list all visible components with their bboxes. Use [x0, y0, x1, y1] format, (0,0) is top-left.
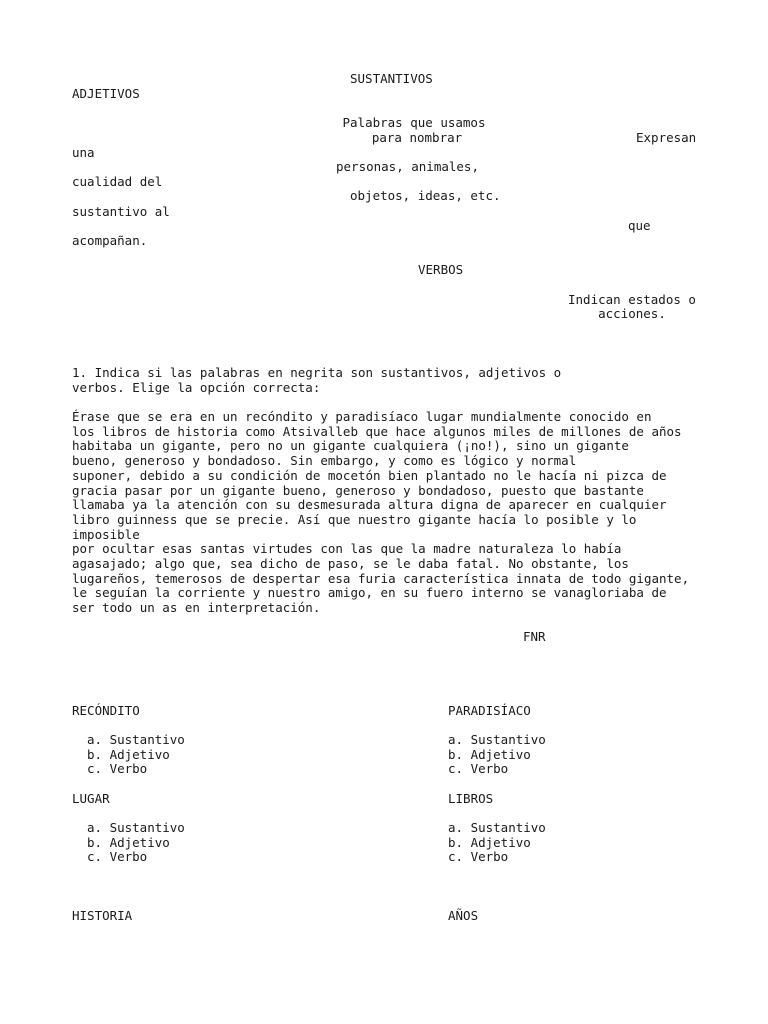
- option-b[interactable]: b. Adjetivo: [87, 834, 170, 850]
- adjetivos-acompanan: acompañan.: [72, 233, 148, 248]
- option-c[interactable]: c. Verbo: [87, 849, 148, 865]
- verbos-desc-line-2: acciones.: [598, 306, 666, 321]
- sustantivos-desc-line-4: objetos, ideas, etc.: [350, 188, 501, 203]
- question-word-recondito: RECÓNDITO: [72, 703, 140, 718]
- adjetivos-title: ADJETIVOS: [72, 86, 140, 101]
- exercise-passage: Érase que se era en un recóndito y paradisíaco lugar mundialmente conocido en los libros de historia como Atsivalleb que hace algunos miles de millones de años habitaba un gigante, pero no un gigante cualquiera (¡no!), sino un gigante bueno, generoso y bondadoso. Sin embargo, y como es lógico y normal suponer, debido a su condición de mocetón bien plantado no le hacía ni pizca de gracia pasar por un gigante bueno, generoso y bondadoso, puesto que bastante llamaba ya la atención con su desmesurada altura digna de aparecer en cualquier libro guinness que se precie. Así que nuestro gigante hacía lo posible y lo imposible por ocultar esas santas virtudes con las que la madre naturaleza lo había agasajado; algo que, sea dicho de paso, se le daba fatal. No obstante, los lugareños, temerosos de despertar esa furia característica innata de todo gigante, le seguían la corriente y nuestro amigo, en su fuero interno se vanagloriaba de ser todo un as en interpretación.: [72, 409, 690, 616]
- option-a[interactable]: a. Sustantivo: [448, 820, 546, 835]
- question-word-lugar: LUGAR: [72, 791, 110, 806]
- question-word-libros: LIBROS: [448, 791, 494, 806]
- question-word-paradisiaco: PARADISÍACO: [448, 703, 531, 718]
- adjetivos-line-cualidad: cualidad del: [72, 174, 163, 189]
- option-a[interactable]: a. Sustantivo: [448, 732, 546, 747]
- option-c[interactable]: c. Verbo: [87, 761, 148, 777]
- option-a[interactable]: a. Sustantivo: [87, 732, 185, 747]
- sustantivos-desc-line-3: personas, animales,: [336, 159, 479, 174]
- verbos-title: VERBOS: [418, 262, 464, 277]
- option-b[interactable]: b. Adjetivo: [448, 746, 531, 762]
- option-b[interactable]: b. Adjetivo: [448, 834, 531, 850]
- question-word-historia: HISTORIA: [72, 908, 133, 923]
- option-a[interactable]: a. Sustantivo: [87, 820, 185, 835]
- question-word-anos: AÑOS: [448, 908, 479, 923]
- sustantivos-title: SUSTANTIVOS: [350, 71, 433, 86]
- option-c[interactable]: c. Verbo: [448, 761, 509, 777]
- adjetivos-expresan: Expresan: [636, 130, 697, 145]
- passage-author: FNR: [523, 629, 546, 644]
- adjetivos-line-sustantivo: sustantivo al: [72, 204, 170, 219]
- option-b[interactable]: b. Adjetivo: [87, 746, 170, 762]
- adjetivos-line-una: una: [72, 145, 95, 160]
- options-paradisiaco: [448, 733, 546, 777]
- option-c[interactable]: c. Verbo: [448, 849, 509, 865]
- adjetivos-que: que: [628, 218, 651, 233]
- exercise-instruction: 1. Indica si las palabras en negrita son sustantivos, adjetivos o verbos. Elige la opción correcta:: [72, 365, 562, 395]
- options-libros: [448, 821, 546, 865]
- verbos-desc-line-1: Indican estados o: [568, 292, 696, 307]
- sustantivos-desc-line-1: Palabras que usamos: [342, 115, 486, 130]
- options-recondito: [87, 733, 185, 777]
- sustantivos-desc-line-2: para nombrar: [371, 130, 463, 145]
- options-lugar: [87, 821, 185, 865]
